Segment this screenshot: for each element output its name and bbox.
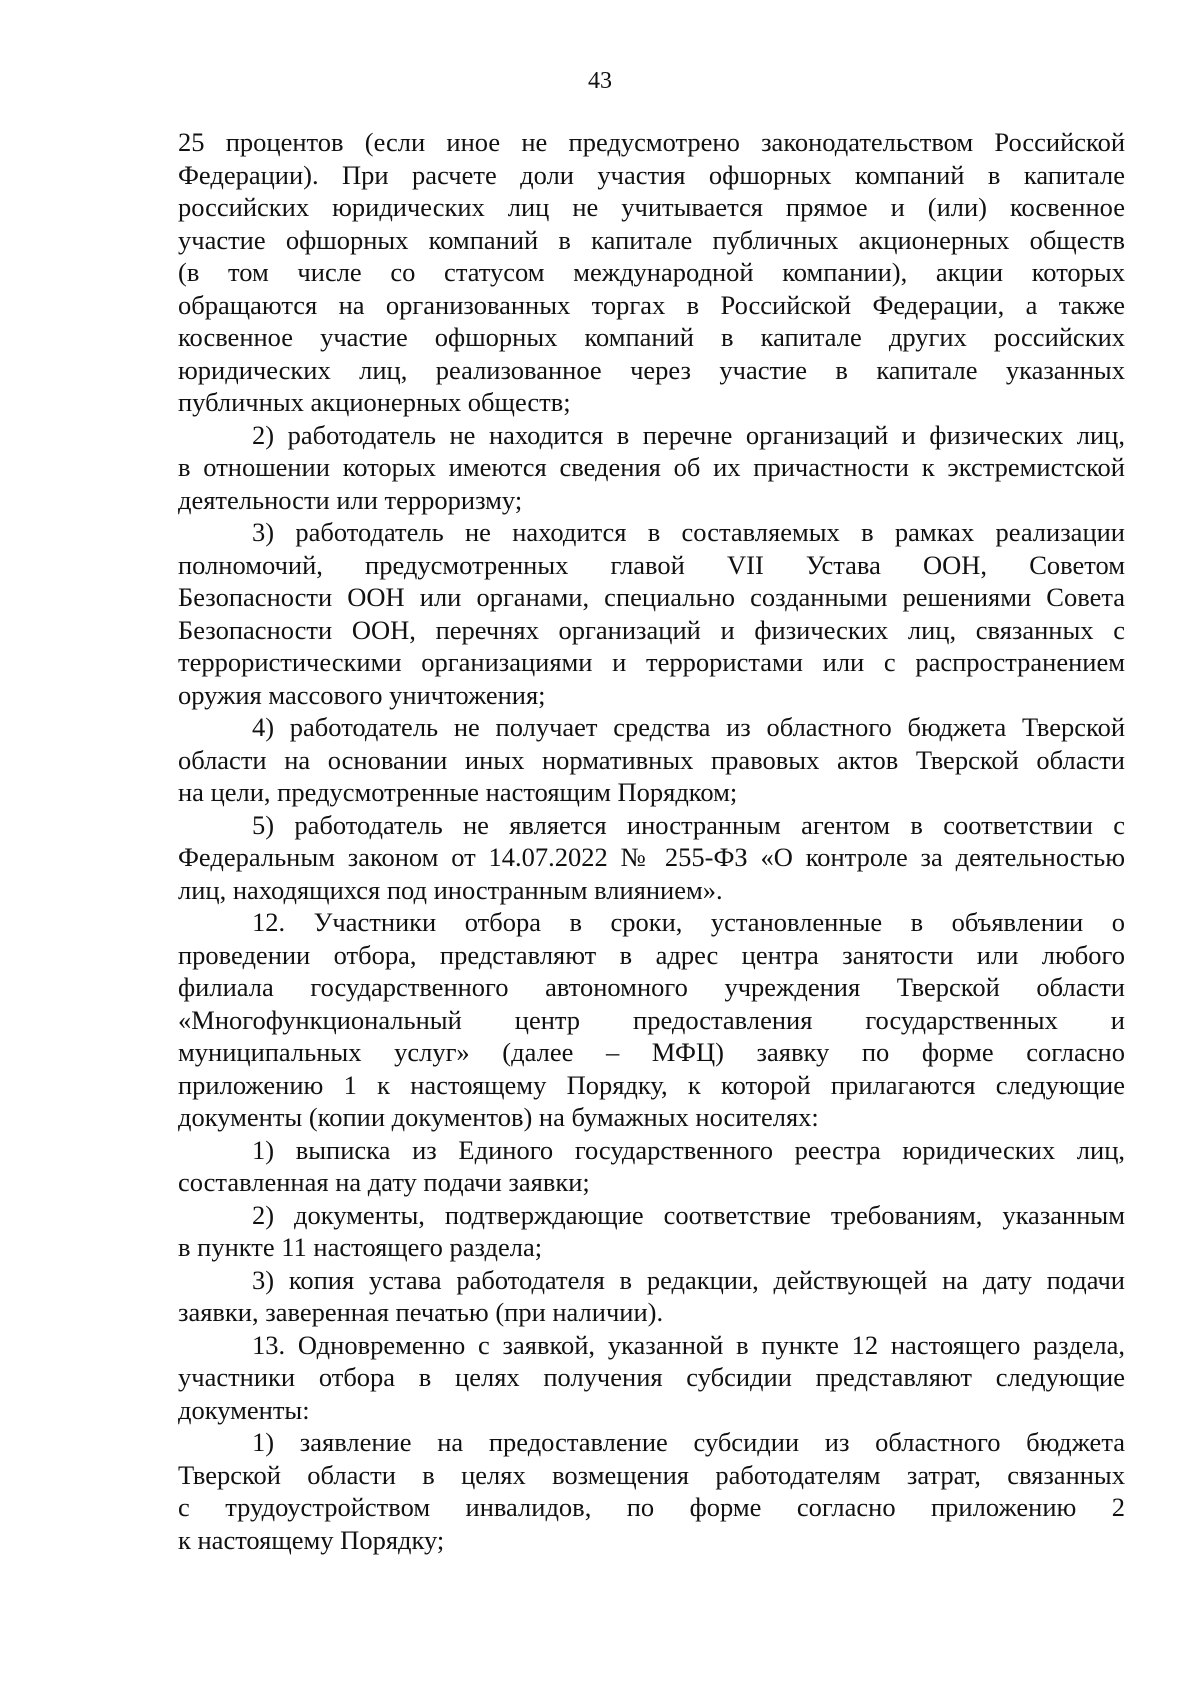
text-line: Тверской области в целях возмещения работодателям затрат, связанных bbox=[178, 1459, 1125, 1490]
text-line: Безопасности ООН или органами, специально созданными решениями Совета bbox=[178, 582, 1125, 612]
document-body bbox=[178, 126, 1125, 1556]
text-line: 12. Участники отбора в сроки, установленные в объявлении о bbox=[252, 907, 1125, 937]
text-line: к настоящему Порядку; bbox=[178, 1524, 445, 1555]
text-line: участники отбора в целях получения субсидии представляют следующие bbox=[178, 1362, 1125, 1392]
text-line: публичных акционерных обществ; bbox=[178, 387, 571, 417]
text-line: в пункте 11 настоящего раздела; bbox=[178, 1232, 543, 1262]
text-line: на цели, предусмотренные настоящим Порядком; bbox=[178, 777, 738, 807]
text-line: «Многофункциональный центр предоставления государственных и bbox=[178, 1004, 1125, 1035]
text-line: с трудоустройством инвалидов, по форме согласно приложению 2 bbox=[178, 1492, 1125, 1522]
text-line: приложению 1 к настоящему Порядку, к которой прилагаются следующие bbox=[178, 1069, 1125, 1100]
text-line: документы: bbox=[178, 1394, 310, 1425]
text-line: 3) работодатель не находится в составляемых в рамках реализации bbox=[252, 517, 1125, 547]
text-line: 4) работодатель не получает средства из областного бюджета Тверской bbox=[252, 712, 1125, 742]
text-line: проведении отбора, представляют в адрес центра занятости или любого bbox=[178, 939, 1125, 970]
text-line: юридических лиц, реализованное через участие в капитале указанных bbox=[178, 354, 1125, 385]
text-line: 13. Одновременно с заявкой, указанной в пункте 12 настоящего раздела, bbox=[252, 1329, 1125, 1360]
text-line: косвенное участие офшорных компаний в капитале других российских bbox=[178, 322, 1125, 352]
text-line: филиала государственного автономного учреждения Тверской области bbox=[178, 972, 1125, 1002]
text-line: лиц, находящихся под иностранным влиянием». bbox=[178, 874, 723, 905]
text-line: в отношении которых имеются сведения об их причастности к экстремистской bbox=[178, 452, 1125, 482]
text-line: муниципальных услуг» (далее – МФЦ) заявку по форме согласно bbox=[178, 1037, 1125, 1067]
text-line: участие офшорных компаний в капитале публичных акционерных обществ bbox=[178, 224, 1125, 255]
text-line: деятельности или терроризму; bbox=[178, 484, 523, 515]
text-line: 2) документы, подтверждающие соответствие требованиям, указанным bbox=[252, 1199, 1125, 1230]
text-line: Федерации). При расчете доли участия офшорных компаний в капитале bbox=[178, 159, 1125, 190]
text-line: террористическими организациями и террористами или с распространением bbox=[178, 647, 1125, 677]
text-line: составленная на дату подачи заявки; bbox=[178, 1167, 590, 1197]
text-line: заявки, заверенная печатью (при наличии). bbox=[178, 1297, 664, 1327]
text-line: документы (копии документов) на бумажных носителях: bbox=[178, 1102, 819, 1132]
text-line: 1) заявление на предоставление субсидии из областного бюджета bbox=[252, 1427, 1125, 1457]
text-line: 5) работодатель не является иностранным агентом в соответствии с bbox=[252, 809, 1125, 840]
text-line: полномочий, предусмотренных главой VII Устава ООН, Советом bbox=[178, 549, 1125, 580]
text-line: российских юридических лиц не учитывается прямое и (или) косвенное bbox=[178, 192, 1125, 222]
text-line: 3) копия устава работодателя в редакции, действующей на дату подачи bbox=[252, 1264, 1125, 1295]
text-line: Федеральным законом от 14.07.2022 № 255-ФЗ «О контроле за деятельностью bbox=[178, 842, 1125, 872]
text-line: Безопасности ООН, перечнях организаций и физических лиц, связанных с bbox=[178, 614, 1125, 645]
text-line: обращаются на организованных торгах в Российской Федерации, а также bbox=[178, 289, 1125, 320]
text-line: (в том числе со статусом международной компании), акции которых bbox=[178, 257, 1125, 287]
page-number: 43 bbox=[588, 68, 612, 94]
text-line: 2) работодатель не находится в перечне организаций и физических лиц, bbox=[252, 419, 1125, 450]
text-line: области на основании иных нормативных правовых актов Тверской области bbox=[178, 744, 1125, 775]
text-line: оружия массового уничтожения; bbox=[178, 679, 546, 710]
text-line: 1) выписка из Единого государственного реестра юридических лиц, bbox=[252, 1134, 1125, 1165]
text-line: 25 процентов (если иное не предусмотрено законодательством Российской bbox=[178, 127, 1125, 157]
